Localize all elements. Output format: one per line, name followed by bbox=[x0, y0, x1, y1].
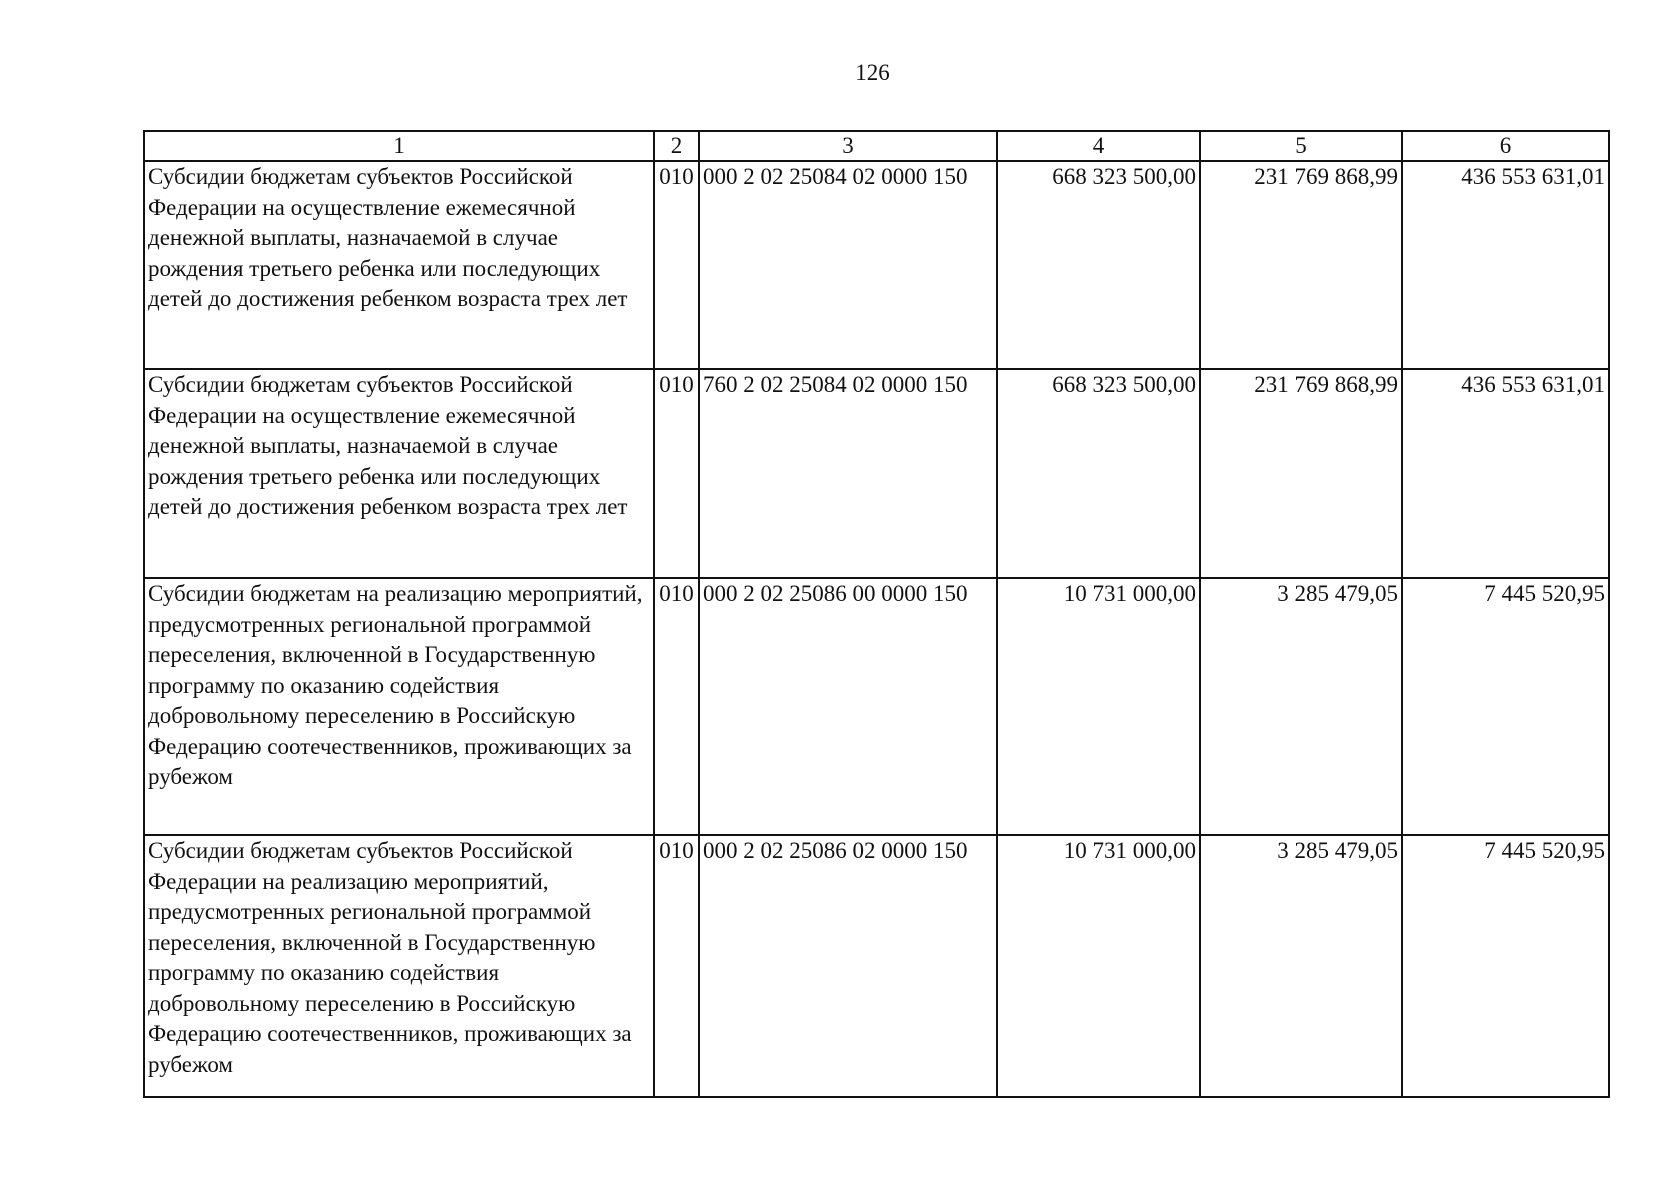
description-cell: Субсидии бюджетам на реализацию мероприятий, предусмотренных региональной программой переселения, включенной в Государственную программу по оказанию содействия добровольному переселению в Российскую Федерацию соотечественников, проживающих за рубежом bbox=[144, 578, 654, 835]
table-row bbox=[144, 161, 1609, 369]
unexecuted-amount-cell: 7 445 520,95 bbox=[1402, 835, 1609, 1097]
column-header-6: 6 bbox=[1402, 131, 1609, 161]
line-code-cell: 010 bbox=[654, 369, 699, 578]
budget-code-cell: 000 2 02 25084 02 0000 150 bbox=[699, 161, 997, 369]
budget-code-cell: 000 2 02 25086 00 0000 150 bbox=[699, 578, 997, 835]
line-code-cell: 010 bbox=[654, 161, 699, 369]
column-header-1: 1 bbox=[144, 131, 654, 161]
approved-amount-cell: 668 323 500,00 bbox=[997, 161, 1200, 369]
budget-table bbox=[143, 130, 1610, 1098]
approved-amount-cell: 668 323 500,00 bbox=[997, 369, 1200, 578]
unexecuted-amount-cell: 7 445 520,95 bbox=[1402, 578, 1609, 835]
unexecuted-amount-cell: 436 553 631,01 bbox=[1402, 369, 1609, 578]
unexecuted-amount-cell: 436 553 631,01 bbox=[1402, 161, 1609, 369]
approved-amount-cell: 10 731 000,00 bbox=[997, 578, 1200, 835]
column-header-5: 5 bbox=[1200, 131, 1402, 161]
column-header-3: 3 bbox=[699, 131, 997, 161]
table-row bbox=[144, 578, 1609, 835]
executed-amount-cell: 3 285 479,05 bbox=[1200, 578, 1402, 835]
executed-amount-cell: 3 285 479,05 bbox=[1200, 835, 1402, 1097]
executed-amount-cell: 231 769 868,99 bbox=[1200, 369, 1402, 578]
approved-amount-cell: 10 731 000,00 bbox=[997, 835, 1200, 1097]
column-header-4: 4 bbox=[997, 131, 1200, 161]
description-cell: Субсидии бюджетам субъектов Российской Федерации на осуществление ежемесячной денежной выплаты, назначаемой в случае рождения третьего ребенка или последующих детей до достижения ребенком возраста трех лет bbox=[144, 161, 654, 369]
line-code-cell: 010 bbox=[654, 835, 699, 1097]
line-code-cell: 010 bbox=[654, 578, 699, 835]
table-row bbox=[144, 369, 1609, 578]
description-cell: Субсидии бюджетам субъектов Российской Федерации на реализацию мероприятий, предусмотренных региональной программой переселения, включенной в Государственную программу по оказанию содействия добровольному переселению в Российскую Федерацию соотечественников, проживающих за рубежом bbox=[144, 835, 654, 1097]
budget-code-cell: 760 2 02 25084 02 0000 150 bbox=[699, 369, 997, 578]
executed-amount-cell: 231 769 868,99 bbox=[1200, 161, 1402, 369]
description-cell: Субсидии бюджетам субъектов Российской Федерации на осуществление ежемесячной денежной выплаты, назначаемой в случае рождения третьего ребенка или последующих детей до достижения ребенком возраста трех лет bbox=[144, 369, 654, 578]
column-header-2: 2 bbox=[654, 131, 699, 161]
table-row bbox=[144, 835, 1609, 1097]
page-number: 126 bbox=[855, 60, 890, 85]
header-row bbox=[144, 131, 1609, 161]
budget-code-cell: 000 2 02 25086 02 0000 150 bbox=[699, 835, 997, 1097]
